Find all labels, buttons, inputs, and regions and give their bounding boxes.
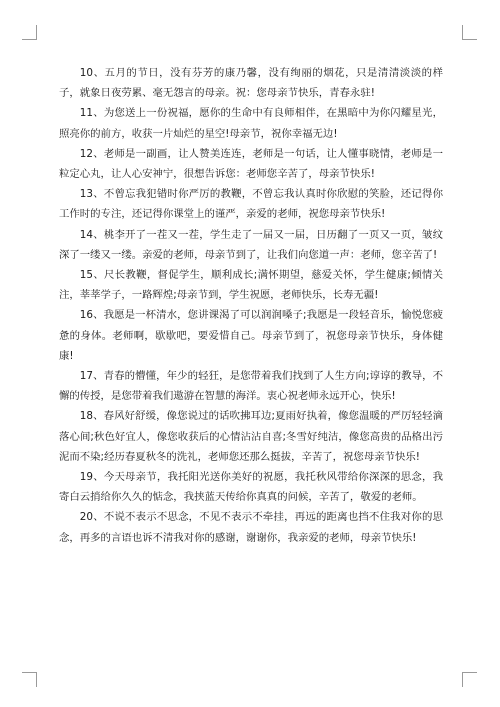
paragraph-14: 14、桃李开了一茬又一茬，学生走了一届又一届，日历翻了一页又一页，皱纹深了一缕又一缕。亲爱的老师，母亲节到了，让我们向您道一声：老师，您辛苦了! (59, 228, 443, 261)
paragraph-15: 15、尺长教鞭，督促学生，顺利成长;满怀期望，慈爱关怀，学生健康;倾情关注，莘莘学子，一路辉煌;母亲节到，学生祝愿，老师快乐，长寿无疆! (59, 269, 443, 302)
paragraph-18: 18、春风好舒缓，像您说过的话吹拂耳边;夏雨好执着，像您温暖的严厉轻轻滴落心间;秋色好宜人，像您收获后的心情沾沾自喜;冬雪好纯洁，像您高贵的品格出污泥而不染;经历春夏秋冬的洗礼，老师您还那么挺拔，辛苦了，祝您母亲节快乐! (59, 410, 443, 463)
paragraph-19: 19、今天母亲节，我托阳光送你美好的祝愿，我托秋风带给你深深的思念，我寄白云捎给你久久的惦念，我挟蓝天传给你真真的问候，辛苦了，敬爱的老师。 (59, 471, 443, 504)
crop-mark-bottom-left (22, 672, 37, 687)
paragraph-12: 12、老师是一副画，让人赞美连连，老师是一句话，让人懂事晓情，老师是一粒定心丸，让人心安神宁，很想告诉您：老师您辛苦了，母亲节快乐! (59, 147, 443, 181)
crop-mark-top-left (22, 25, 37, 40)
paragraph-13: 13、不曾忘我犯错时你严厉的教鞭，不曾忘我认真时你欣慰的笑脸，还记得你工作时的专注，还记得你课堂上的谨严，亲爱的老师，祝您母亲节快乐! (59, 188, 443, 221)
crop-mark-top-right (462, 25, 477, 40)
paragraph-20: 20、不说不表示不思念，不见不表示不牵挂，再远的距离也挡不住我对你的思念，再多的言语也诉不清我对你的感谢，谢谢你，我亲爱的老师，母亲节快乐! (59, 511, 443, 544)
paragraph-16: 16、我愿是一杯清水，您讲课渴了可以润润嗓子;我愿是一段轻音乐，愉悦您疲惫的身体。老师啊，歇歇吧，要爱惜自己。母亲节到了，祝您母亲节快乐，身体健康! (59, 309, 443, 362)
paragraph-17: 17、青春的懵懂，年少的轻狂，是您带着我们找到了人生方向;谆谆的教导，不懈的传授，是您带着我们遨游在智慧的海洋。衷心祝老师永远开心，快乐! (59, 370, 443, 403)
paragraph-10: 10、五月的节日，没有芬芳的康乃馨，没有绚丽的烟花，只是清清淡淡的样子，就象日夜劳累、毫无怨言的母亲。祝：您母亲节快乐，青春永驻! (59, 67, 443, 100)
paragraph-11: 11、为您送上一份祝福，愿你的生命中有良师相伴，在黑暗中为你闪耀星光，照亮你的前方，收获一片灿烂的星空!母亲节，祝你幸福无边! (59, 107, 443, 140)
document-body (59, 63, 443, 548)
crop-mark-bottom-right (462, 672, 477, 687)
